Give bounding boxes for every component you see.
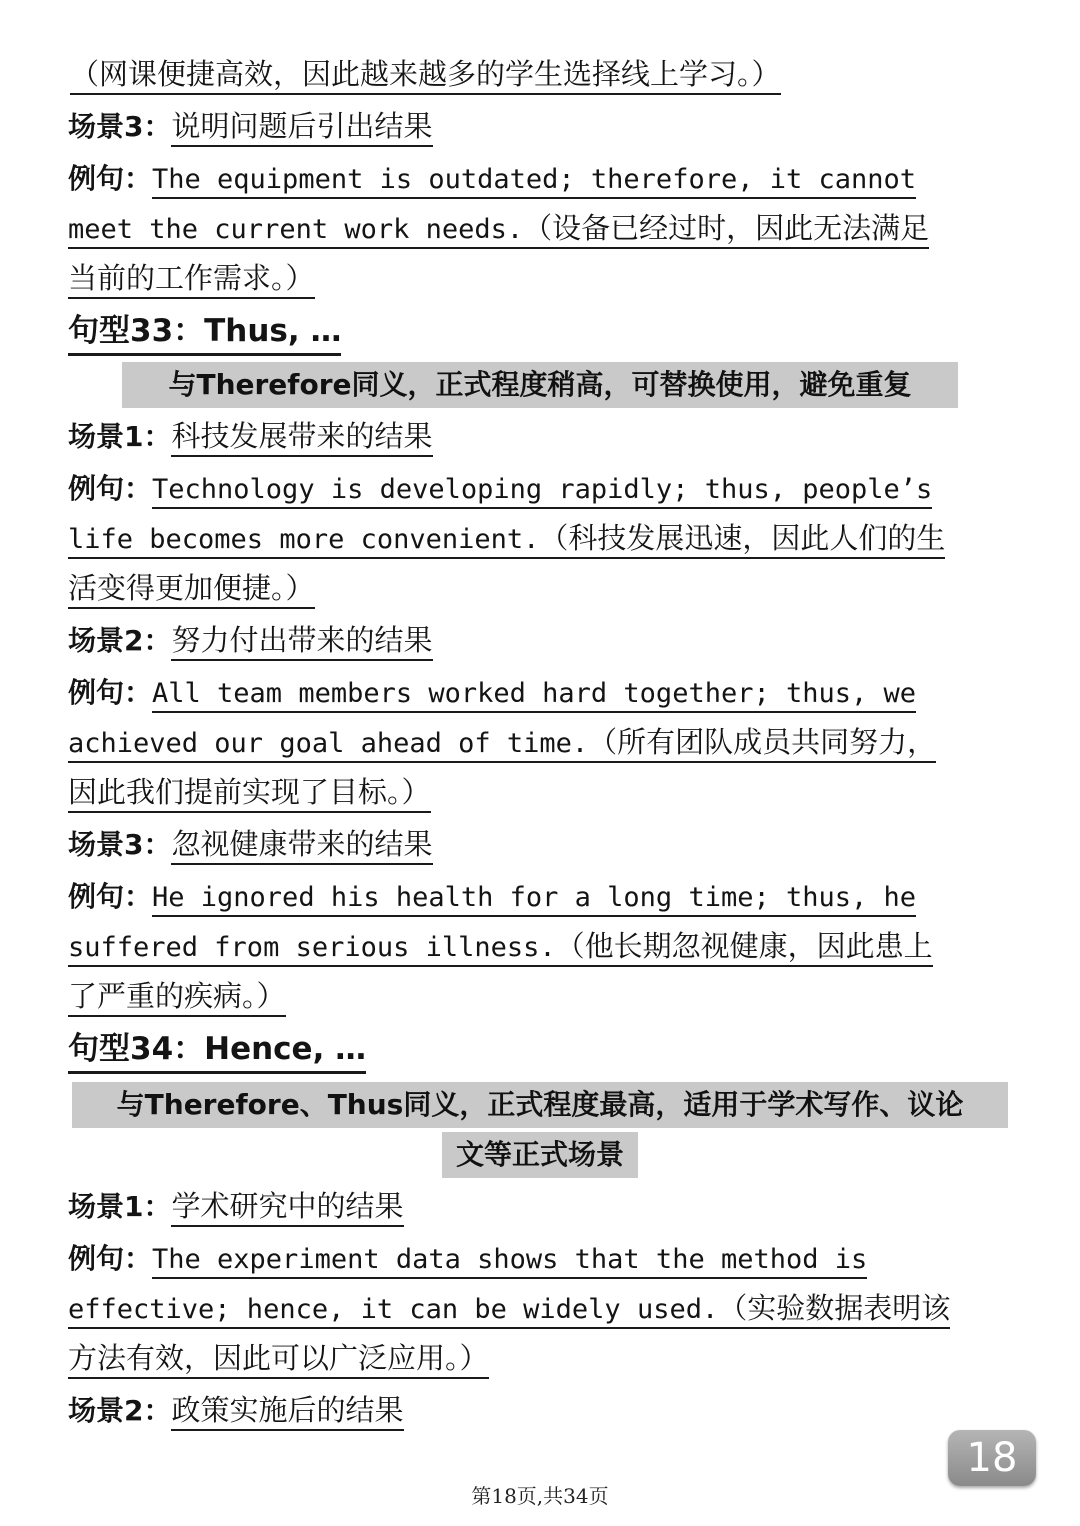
scene-text: 努力付出带来的结果 xyxy=(171,623,432,661)
example-chinese: （设备已经过时，因此无法满足 xyxy=(523,211,929,249)
scene-text: 说明问题后引出结果 xyxy=(171,109,432,147)
example-chinese: （科技发展迅速，因此人们的生 xyxy=(539,521,945,559)
scene-label: 场景2： xyxy=(68,1394,172,1427)
page-number-badge: 18 xyxy=(948,1430,1036,1486)
example-row xyxy=(68,876,916,916)
example-row xyxy=(68,158,916,198)
example-english: He ignored his health for a long time; thus, he xyxy=(152,882,916,917)
pattern-note-band: 与Therefore同义，正式程度稍高，可替换使用，避免重复 xyxy=(122,362,958,408)
example-english: suffered from serious illness. xyxy=(68,932,556,967)
example-chinese: 活变得更加便捷。） xyxy=(68,571,315,609)
example-continuation xyxy=(68,568,315,608)
example-continuation xyxy=(68,208,929,248)
scene-text: 学术研究中的结果 xyxy=(171,1189,403,1227)
example-label: 例句： xyxy=(68,162,153,195)
example-english: Technology is developing rapidly; thus, people’s xyxy=(152,474,932,509)
example-row xyxy=(68,468,932,508)
pattern-note-band: 与Therefore、Thus同义，正式程度最高，适用于学术写作、议论 xyxy=(72,1082,1008,1128)
translation-text: （网课便捷高效，因此越来越多的学生选择线上学习。） xyxy=(70,57,781,95)
example-label: 例句： xyxy=(68,880,153,913)
example-continuation xyxy=(68,926,933,966)
example-english: The experiment data shows that the method is xyxy=(152,1244,867,1279)
scene-label: 场景2： xyxy=(68,624,172,657)
translation-line xyxy=(70,54,781,94)
scene-row xyxy=(68,824,433,864)
example-continuation xyxy=(68,772,431,812)
example-english: effective; hence, it can be widely used. xyxy=(68,1294,718,1329)
scene-label: 场景1： xyxy=(68,420,172,453)
scene-label: 场景3： xyxy=(68,110,172,143)
scene-row xyxy=(68,1390,404,1430)
pattern-heading: 句型34：Hence, … xyxy=(68,1028,366,1074)
example-label: 例句： xyxy=(68,472,153,505)
example-row xyxy=(68,1238,867,1278)
example-label: 例句： xyxy=(68,1242,153,1275)
example-english: The equipment is outdated; therefore, it cannot xyxy=(152,164,916,199)
example-continuation xyxy=(68,976,286,1016)
pattern-heading: 句型33：Thus, … xyxy=(68,310,341,356)
pattern-note-band: 文等正式场景 xyxy=(442,1132,638,1178)
scene-text: 忽视健康带来的结果 xyxy=(171,827,432,865)
example-continuation xyxy=(68,722,936,762)
example-english: All team members worked hard together; thus, we xyxy=(152,678,916,713)
scene-row xyxy=(68,1186,404,1226)
example-continuation xyxy=(68,518,945,558)
scene-row xyxy=(68,620,433,660)
example-chinese: 当前的工作需求。） xyxy=(68,261,315,299)
example-chinese: 方法有效，因此可以广泛应用。） xyxy=(68,1341,489,1379)
scene-row xyxy=(68,106,433,146)
example-label: 例句： xyxy=(68,676,153,709)
example-chinese: （所有团队成员共同努力， xyxy=(588,725,936,763)
page-footer: 第18页,共34页 xyxy=(471,1484,609,1508)
example-english: meet the current work needs. xyxy=(68,214,523,249)
example-chinese: 了严重的疾病。） xyxy=(68,979,286,1017)
scene-text: 科技发展带来的结果 xyxy=(171,419,432,457)
example-english: achieved our goal ahead of time. xyxy=(68,728,588,763)
example-chinese: 因此我们提前实现了目标。） xyxy=(68,775,431,813)
scene-label: 场景3： xyxy=(68,828,172,861)
example-continuation xyxy=(68,258,315,298)
scene-text: 政策实施后的结果 xyxy=(171,1393,403,1431)
example-row xyxy=(68,672,916,712)
scene-label: 场景1： xyxy=(68,1190,172,1223)
scene-row xyxy=(68,416,433,456)
example-chinese: （实验数据表明该 xyxy=(718,1291,950,1329)
example-english: life becomes more convenient. xyxy=(68,524,539,559)
example-continuation xyxy=(68,1288,950,1328)
example-continuation xyxy=(68,1338,489,1378)
example-chinese: （他长期忽视健康，因此患上 xyxy=(556,929,933,967)
